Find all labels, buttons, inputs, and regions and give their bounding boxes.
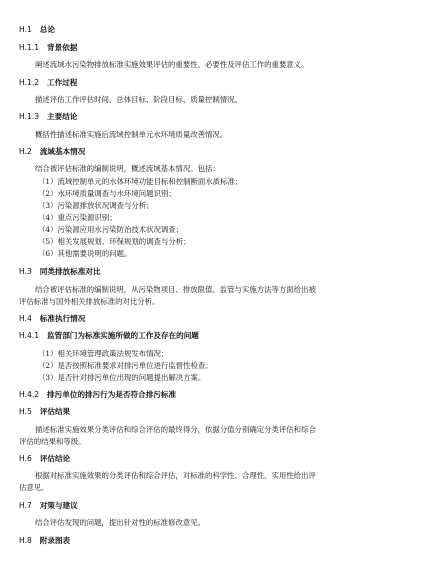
section-title: 评估结果 — [39, 407, 71, 416]
list-item: （5）相关发展规划、环保规划的调查与分析； — [38, 237, 191, 246]
section-title: 工作过程 — [47, 78, 78, 87]
section-number: H.4 — [19, 314, 32, 323]
section-heading-h4-2 — [19, 391, 176, 399]
paragraph-line: 估意见。 — [19, 483, 49, 492]
section-heading-h2 — [19, 148, 85, 156]
section-heading-h7 — [19, 502, 78, 510]
list-item: （3）污染源排放状况调查与分析； — [38, 201, 154, 210]
section-number: H.3 — [19, 267, 32, 276]
list-item: （4）重点污染源识别； — [38, 213, 117, 222]
section-title: 监管部门为标准实施所做的工作及存在的问题 — [47, 331, 199, 340]
section-title: 流域基本情况 — [39, 147, 86, 156]
paragraph: 结合被评估标准的编制说明，概述流域基本情况。包括： — [35, 164, 220, 173]
section-heading-h1-3 — [19, 113, 77, 121]
paragraph: 阐述流域水污染物排放标准实施效果评估的重要性、必要性及评估工作的重要意义。 — [35, 60, 309, 69]
section-title: 排污单位的排污行为是否符合排污标准 — [47, 390, 177, 399]
paragraph-line: 描述标准实施效果分类评估和综合评估的最终得分，依据分值分别确定分类评估和综合 — [35, 425, 316, 434]
section-title: 同类排放标准对比 — [39, 267, 101, 276]
section-title: 对策与建议 — [39, 501, 78, 510]
section-number: H.8 — [19, 536, 32, 545]
section-title: 附录图表 — [39, 536, 71, 545]
section-title: 主要结论 — [47, 112, 78, 121]
section-heading-h3 — [19, 268, 101, 276]
section-number: H.1.1 — [19, 43, 40, 52]
section-heading-h4 — [19, 315, 85, 323]
section-heading-h6 — [19, 455, 70, 463]
section-title: 标准执行情况 — [39, 314, 86, 323]
section-number: H.4.1 — [19, 331, 40, 340]
section-heading-h1-2 — [19, 79, 77, 87]
section-title: 总论 — [39, 25, 55, 34]
paragraph: 概括性描述标准实施后流域控制单元水环境质量改善情况。 — [35, 130, 228, 139]
section-heading-h4-1 — [19, 332, 199, 340]
paragraph-line: 根据对标准实施效果的分类评估和综合评估，对标准的科学性、合理性、实用性给出评 — [35, 471, 316, 480]
list-item: （2）是否按照标准要求对排污单位进行监督性检查； — [38, 361, 213, 370]
paragraph-line: 结合被评估标准的编制说明，从污染物项目、排放限值、监管与实施方法等方面给出被 — [35, 285, 316, 294]
section-heading-h1-1 — [19, 44, 77, 52]
section-number: H.6 — [19, 454, 32, 463]
section-number: H.7 — [19, 501, 32, 510]
list-item: （4）污染源应用水污染防治技术状况调查； — [38, 225, 184, 234]
list-item: （2）水环境质量调查与水环境问题识别； — [38, 189, 176, 198]
paragraph: 结合评估发现的问题，提出针对性的标准修改意见。 — [35, 518, 205, 527]
section-number: H.4.2 — [19, 390, 40, 399]
section-number: H.2 — [19, 147, 32, 156]
paragraph-line: 评估的结果和等级。 — [19, 437, 86, 446]
section-heading-h8 — [19, 537, 70, 545]
section-title: 评估结论 — [39, 454, 71, 463]
paragraph: 描述评估工作评估时间、总体目标、阶段目标、质量控制情况。 — [35, 95, 242, 104]
list-item: （1）流域控制单元的水体环境功能目标和控制断面水质标准； — [38, 177, 243, 186]
section-number: H.1.3 — [19, 112, 40, 121]
section-number: H.5 — [19, 407, 32, 416]
section-number: H.1 — [19, 25, 32, 34]
list-item: （1）相关环境管理政策法规发布情况； — [38, 349, 169, 358]
section-heading-h5 — [19, 408, 70, 416]
list-item: （3）是否针对排污单位出现的问题提出解决方案。 — [38, 373, 206, 382]
paragraph-line: 评估标准与国外相关排放标准的对比分析。 — [19, 297, 160, 306]
section-number: H.1.2 — [19, 78, 40, 87]
section-title: 背景依据 — [47, 43, 78, 52]
section-heading-h1 — [19, 26, 55, 34]
list-item: （6）其他需要说明的问题。 — [38, 249, 132, 258]
